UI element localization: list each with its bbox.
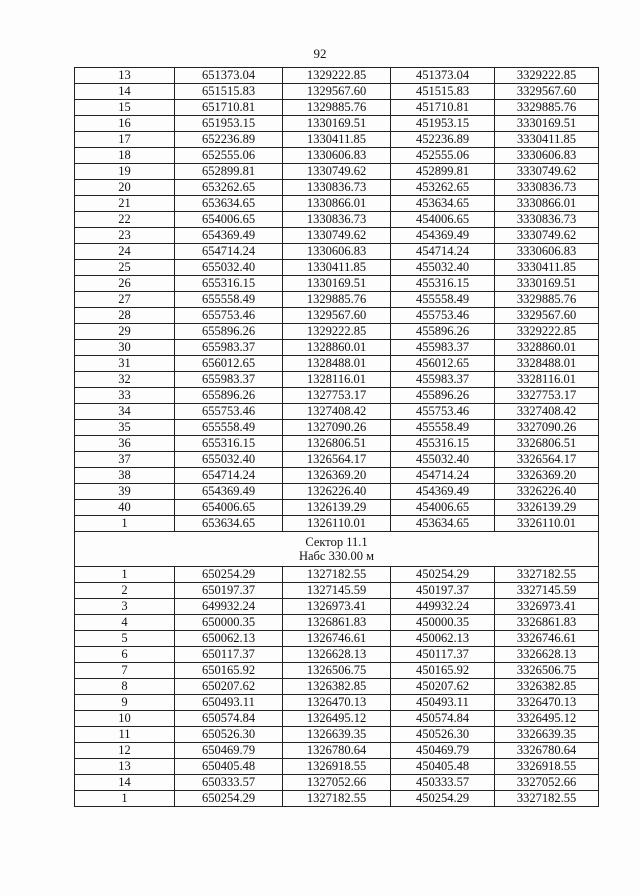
coord-x2-cell: 449932.24 — [391, 599, 495, 615]
coord-x2-cell: 450207.62 — [391, 679, 495, 695]
coord-x2-cell: 455032.40 — [391, 260, 495, 276]
coord-x2-cell: 455983.37 — [391, 340, 495, 356]
table-row — [75, 647, 599, 663]
coord-y1-cell: 1326861.83 — [283, 615, 391, 631]
coord-x1-cell: 655896.26 — [175, 388, 283, 404]
coord-x1-cell: 655558.49 — [175, 420, 283, 436]
coord-x1-cell: 655896.26 — [175, 324, 283, 340]
coord-y2-cell: 3330749.62 — [495, 228, 599, 244]
table-row — [75, 244, 599, 260]
table-row — [75, 148, 599, 164]
table-row — [75, 356, 599, 372]
table-row — [75, 484, 599, 500]
table-row — [75, 404, 599, 420]
point-number-cell: 4 — [75, 615, 175, 631]
coord-y2-cell: 3327182.55 — [495, 567, 599, 583]
coord-y1-cell: 1327408.42 — [283, 404, 391, 420]
coord-y2-cell: 3326110.01 — [495, 516, 599, 532]
coord-x1-cell: 655316.15 — [175, 436, 283, 452]
coord-x2-cell: 450254.29 — [391, 567, 495, 583]
coord-y1-cell: 1328860.01 — [283, 340, 391, 356]
coord-y1-cell: 1330606.83 — [283, 244, 391, 260]
point-number-cell: 10 — [75, 711, 175, 727]
coord-x2-cell: 450526.30 — [391, 727, 495, 743]
coord-y2-cell: 3329885.76 — [495, 100, 599, 116]
coord-x2-cell: 454006.65 — [391, 500, 495, 516]
point-number-cell: 12 — [75, 743, 175, 759]
coord-x2-cell: 455032.40 — [391, 452, 495, 468]
coord-y2-cell: 3326918.55 — [495, 759, 599, 775]
coord-x1-cell: 651953.15 — [175, 116, 283, 132]
point-number-cell: 1 — [75, 567, 175, 583]
coord-y1-cell: 1327182.55 — [283, 791, 391, 807]
table-row — [75, 516, 599, 532]
coord-y2-cell: 3330169.51 — [495, 116, 599, 132]
coord-x2-cell: 454714.24 — [391, 468, 495, 484]
coord-x1-cell: 653262.65 — [175, 180, 283, 196]
table-row — [75, 68, 599, 84]
coord-x2-cell: 455316.15 — [391, 276, 495, 292]
coord-y2-cell: 3326628.13 — [495, 647, 599, 663]
coord-y2-cell: 3330749.62 — [495, 164, 599, 180]
point-number-cell: 13 — [75, 759, 175, 775]
table-row — [75, 212, 599, 228]
point-number-cell: 18 — [75, 148, 175, 164]
coord-x1-cell: 650254.29 — [175, 567, 283, 583]
table-row — [75, 292, 599, 308]
coord-x1-cell: 654714.24 — [175, 468, 283, 484]
table-row — [75, 615, 599, 631]
coord-y1-cell: 1330749.62 — [283, 164, 391, 180]
coord-y1-cell: 1330606.83 — [283, 148, 391, 164]
table-row — [75, 84, 599, 100]
coord-y2-cell: 3326861.83 — [495, 615, 599, 631]
coord-y1-cell: 1330866.01 — [283, 196, 391, 212]
coord-x2-cell: 452555.06 — [391, 148, 495, 164]
coord-y1-cell: 1326806.51 — [283, 436, 391, 452]
coord-y2-cell: 3328116.01 — [495, 372, 599, 388]
coord-y1-cell: 1328488.01 — [283, 356, 391, 372]
coord-y1-cell: 1327145.59 — [283, 583, 391, 599]
coord-x1-cell: 651373.04 — [175, 68, 283, 84]
coord-y2-cell: 3329885.76 — [495, 292, 599, 308]
point-number-cell: 33 — [75, 388, 175, 404]
coord-x2-cell: 455896.26 — [391, 324, 495, 340]
table-row — [75, 695, 599, 711]
coord-y2-cell: 3329567.60 — [495, 308, 599, 324]
coord-x2-cell: 452899.81 — [391, 164, 495, 180]
coord-y1-cell: 1327182.55 — [283, 567, 391, 583]
coordinates-table-part1 — [75, 68, 599, 532]
coord-x2-cell: 453262.65 — [391, 180, 495, 196]
coord-y1-cell: 1327052.66 — [283, 775, 391, 791]
coord-x2-cell: 452236.89 — [391, 132, 495, 148]
table-row — [75, 759, 599, 775]
point-number-cell: 20 — [75, 180, 175, 196]
coord-y2-cell: 3330411.85 — [495, 260, 599, 276]
coord-x1-cell: 655983.37 — [175, 372, 283, 388]
coord-x1-cell: 650574.84 — [175, 711, 283, 727]
table-row — [75, 260, 599, 276]
coord-y2-cell: 3326506.75 — [495, 663, 599, 679]
coord-x1-cell: 650405.48 — [175, 759, 283, 775]
coord-x2-cell: 456012.65 — [391, 356, 495, 372]
coord-x2-cell: 454369.49 — [391, 228, 495, 244]
coord-x1-cell: 650000.35 — [175, 615, 283, 631]
coord-x2-cell: 455983.37 — [391, 372, 495, 388]
point-number-cell: 19 — [75, 164, 175, 180]
coord-x1-cell: 650197.37 — [175, 583, 283, 599]
coord-y2-cell: 3330411.85 — [495, 132, 599, 148]
point-number-cell: 17 — [75, 132, 175, 148]
coord-x1-cell: 650117.37 — [175, 647, 283, 663]
table-row — [75, 663, 599, 679]
point-number-cell: 23 — [75, 228, 175, 244]
coord-x1-cell: 653634.65 — [175, 516, 283, 532]
point-number-cell: 11 — [75, 727, 175, 743]
coord-y1-cell: 1326639.35 — [283, 727, 391, 743]
coord-y2-cell: 3330836.73 — [495, 212, 599, 228]
coord-x1-cell: 649932.24 — [175, 599, 283, 615]
section-header-group — [75, 532, 599, 567]
coord-y2-cell: 3326470.13 — [495, 695, 599, 711]
coord-y2-cell: 3329222.85 — [495, 324, 599, 340]
coord-y2-cell: 3329567.60 — [495, 84, 599, 100]
coord-x2-cell: 450333.57 — [391, 775, 495, 791]
point-number-cell: 31 — [75, 356, 175, 372]
coord-y2-cell: 3326564.17 — [495, 452, 599, 468]
coord-x1-cell: 650165.92 — [175, 663, 283, 679]
point-number-cell: 3 — [75, 599, 175, 615]
coord-y2-cell: 3326382.85 — [495, 679, 599, 695]
coord-y2-cell: 3328860.01 — [495, 340, 599, 356]
table-row — [75, 468, 599, 484]
point-number-cell: 15 — [75, 100, 175, 116]
coord-x2-cell: 450197.37 — [391, 583, 495, 599]
table-row — [75, 743, 599, 759]
coord-x2-cell: 451373.04 — [391, 68, 495, 84]
coord-x1-cell: 655558.49 — [175, 292, 283, 308]
table-row — [75, 276, 599, 292]
coord-y1-cell: 1326369.20 — [283, 468, 391, 484]
table-row — [75, 228, 599, 244]
coord-x2-cell: 451515.83 — [391, 84, 495, 100]
coordinates-table-part2 — [75, 567, 599, 807]
coord-x1-cell: 655983.37 — [175, 340, 283, 356]
coord-x1-cell: 655032.40 — [175, 260, 283, 276]
coord-y1-cell: 1326110.01 — [283, 516, 391, 532]
point-number-cell: 37 — [75, 452, 175, 468]
table-row — [75, 180, 599, 196]
table-row — [75, 791, 599, 807]
coord-y1-cell: 1330411.85 — [283, 132, 391, 148]
coord-x1-cell: 651710.81 — [175, 100, 283, 116]
coord-x1-cell: 655032.40 — [175, 452, 283, 468]
table-row — [75, 164, 599, 180]
coord-x1-cell: 650254.29 — [175, 791, 283, 807]
coord-y1-cell: 1326628.13 — [283, 647, 391, 663]
point-number-cell: 24 — [75, 244, 175, 260]
coord-x2-cell: 455753.46 — [391, 404, 495, 420]
coord-x2-cell: 450165.92 — [391, 663, 495, 679]
table-row — [75, 711, 599, 727]
table-row — [75, 583, 599, 599]
coord-y1-cell: 1330169.51 — [283, 276, 391, 292]
table-row — [75, 567, 599, 583]
coord-x1-cell: 654369.49 — [175, 228, 283, 244]
coord-y2-cell: 3327753.17 — [495, 388, 599, 404]
coord-x1-cell: 655753.46 — [175, 308, 283, 324]
coord-y2-cell: 3330606.83 — [495, 244, 599, 260]
table-row — [75, 599, 599, 615]
coord-y2-cell: 3326806.51 — [495, 436, 599, 452]
coord-y2-cell: 3330606.83 — [495, 148, 599, 164]
coord-y2-cell: 3330836.73 — [495, 180, 599, 196]
coord-x1-cell: 655753.46 — [175, 404, 283, 420]
coord-x1-cell: 654006.65 — [175, 212, 283, 228]
coord-y2-cell: 3326780.64 — [495, 743, 599, 759]
point-number-cell: 8 — [75, 679, 175, 695]
coord-x1-cell: 650333.57 — [175, 775, 283, 791]
coord-x2-cell: 455896.26 — [391, 388, 495, 404]
table-row — [75, 775, 599, 791]
table-row — [75, 116, 599, 132]
coord-y2-cell: 3326639.35 — [495, 727, 599, 743]
section-header-cell — [75, 532, 599, 567]
coord-x2-cell: 450469.79 — [391, 743, 495, 759]
point-number-cell: 16 — [75, 116, 175, 132]
coord-y1-cell: 1326470.13 — [283, 695, 391, 711]
coord-y2-cell: 3326226.40 — [495, 484, 599, 500]
point-number-cell: 6 — [75, 647, 175, 663]
point-number-cell: 21 — [75, 196, 175, 212]
coord-y1-cell: 1327090.26 — [283, 420, 391, 436]
coord-x2-cell: 455316.15 — [391, 436, 495, 452]
coord-y1-cell: 1330411.85 — [283, 260, 391, 276]
coord-x2-cell: 454714.24 — [391, 244, 495, 260]
table-row — [75, 372, 599, 388]
coord-y1-cell: 1326918.55 — [283, 759, 391, 775]
coord-x2-cell: 450574.84 — [391, 711, 495, 727]
coord-y1-cell: 1326139.29 — [283, 500, 391, 516]
coord-y1-cell: 1330836.73 — [283, 180, 391, 196]
point-number-cell: 36 — [75, 436, 175, 452]
coord-x2-cell: 450405.48 — [391, 759, 495, 775]
coordinates-table — [74, 67, 599, 807]
coord-x1-cell: 655316.15 — [175, 276, 283, 292]
section-header-row — [75, 532, 599, 567]
coord-x1-cell: 652899.81 — [175, 164, 283, 180]
table-row — [75, 500, 599, 516]
coord-y1-cell: 1329567.60 — [283, 84, 391, 100]
table-row — [75, 631, 599, 647]
coord-y2-cell: 3326369.20 — [495, 468, 599, 484]
coord-x2-cell: 450062.13 — [391, 631, 495, 647]
coord-y1-cell: 1326495.12 — [283, 711, 391, 727]
coord-x1-cell: 652555.06 — [175, 148, 283, 164]
coord-x1-cell: 654369.49 — [175, 484, 283, 500]
point-number-cell: 9 — [75, 695, 175, 711]
coord-y1-cell: 1330749.62 — [283, 228, 391, 244]
coord-x2-cell: 453634.65 — [391, 196, 495, 212]
coord-y1-cell: 1329222.85 — [283, 324, 391, 340]
coord-x1-cell: 650207.62 — [175, 679, 283, 695]
table-row — [75, 132, 599, 148]
coord-x2-cell: 451953.15 — [391, 116, 495, 132]
coord-y2-cell: 3330169.51 — [495, 276, 599, 292]
coord-x1-cell: 656012.65 — [175, 356, 283, 372]
point-number-cell: 25 — [75, 260, 175, 276]
coord-x1-cell: 650493.11 — [175, 695, 283, 711]
coord-y1-cell: 1326226.40 — [283, 484, 391, 500]
coord-y2-cell: 3326495.12 — [495, 711, 599, 727]
coord-y1-cell: 1326746.61 — [283, 631, 391, 647]
coord-y2-cell: 3326973.41 — [495, 599, 599, 615]
table-row — [75, 324, 599, 340]
coord-x2-cell: 450254.29 — [391, 791, 495, 807]
point-number-cell: 26 — [75, 276, 175, 292]
table-row — [75, 436, 599, 452]
page-number: 92 — [313, 46, 327, 61]
point-number-cell: 14 — [75, 775, 175, 791]
coord-y1-cell: 1329885.76 — [283, 100, 391, 116]
coord-y1-cell: 1329567.60 — [283, 308, 391, 324]
coord-y1-cell: 1326382.85 — [283, 679, 391, 695]
point-number-cell: 30 — [75, 340, 175, 356]
coord-y2-cell: 3327408.42 — [495, 404, 599, 420]
coord-y1-cell: 1329885.76 — [283, 292, 391, 308]
coord-y2-cell: 3328488.01 — [495, 356, 599, 372]
coord-y1-cell: 1329222.85 — [283, 68, 391, 84]
coord-x2-cell: 451710.81 — [391, 100, 495, 116]
table-row — [75, 308, 599, 324]
point-number-cell: 27 — [75, 292, 175, 308]
table-row — [75, 196, 599, 212]
section-subtitle: Набс 330.00 м — [298, 549, 375, 563]
coord-x1-cell: 654714.24 — [175, 244, 283, 260]
coord-x2-cell: 454006.65 — [391, 212, 495, 228]
point-number-cell: 2 — [75, 583, 175, 599]
point-number-cell: 39 — [75, 484, 175, 500]
table-row — [75, 340, 599, 356]
coord-x2-cell: 454369.49 — [391, 484, 495, 500]
coord-y1-cell: 1326973.41 — [283, 599, 391, 615]
coord-x2-cell: 455753.46 — [391, 308, 495, 324]
point-number-cell: 5 — [75, 631, 175, 647]
coord-x2-cell: 450000.35 — [391, 615, 495, 631]
coord-x2-cell: 455558.49 — [391, 420, 495, 436]
point-number-cell: 29 — [75, 324, 175, 340]
coord-x2-cell: 450493.11 — [391, 695, 495, 711]
point-number-cell: 1 — [75, 791, 175, 807]
point-number-cell: 38 — [75, 468, 175, 484]
point-number-cell: 35 — [75, 420, 175, 436]
table-row — [75, 679, 599, 695]
point-number-cell: 14 — [75, 84, 175, 100]
coord-y2-cell: 3327145.59 — [495, 583, 599, 599]
coord-x1-cell: 650469.79 — [175, 743, 283, 759]
table-row — [75, 420, 599, 436]
coord-x1-cell: 650062.13 — [175, 631, 283, 647]
table-row — [75, 100, 599, 116]
point-number-cell: 7 — [75, 663, 175, 679]
coord-y2-cell: 3330866.01 — [495, 196, 599, 212]
coord-x2-cell: 450117.37 — [391, 647, 495, 663]
coord-y1-cell: 1330169.51 — [283, 116, 391, 132]
coord-y1-cell: 1326780.64 — [283, 743, 391, 759]
section-title: Сектор 11.1 — [305, 535, 368, 549]
coord-y1-cell: 1328116.01 — [283, 372, 391, 388]
coord-y2-cell: 3326139.29 — [495, 500, 599, 516]
point-number-cell: 40 — [75, 500, 175, 516]
point-number-cell: 13 — [75, 68, 175, 84]
point-number-cell: 22 — [75, 212, 175, 228]
table-row — [75, 727, 599, 743]
coord-y2-cell: 3326746.61 — [495, 631, 599, 647]
coord-y1-cell: 1330836.73 — [283, 212, 391, 228]
coord-x2-cell: 455558.49 — [391, 292, 495, 308]
coord-x1-cell: 650526.30 — [175, 727, 283, 743]
coord-x1-cell: 653634.65 — [175, 196, 283, 212]
table-row — [75, 388, 599, 404]
coord-y1-cell: 1327753.17 — [283, 388, 391, 404]
point-number-cell: 34 — [75, 404, 175, 420]
table-row — [75, 452, 599, 468]
coord-y1-cell: 1326564.17 — [283, 452, 391, 468]
coord-y2-cell: 3327090.26 — [495, 420, 599, 436]
point-number-cell: 1 — [75, 516, 175, 532]
coord-y2-cell: 3329222.85 — [495, 68, 599, 84]
coord-y2-cell: 3327052.66 — [495, 775, 599, 791]
coord-x1-cell: 651515.83 — [175, 84, 283, 100]
coord-x2-cell: 453634.65 — [391, 516, 495, 532]
coord-y1-cell: 1326506.75 — [283, 663, 391, 679]
coord-y2-cell: 3327182.55 — [495, 791, 599, 807]
point-number-cell: 28 — [75, 308, 175, 324]
coord-x1-cell: 652236.89 — [175, 132, 283, 148]
point-number-cell: 32 — [75, 372, 175, 388]
coord-x1-cell: 654006.65 — [175, 500, 283, 516]
